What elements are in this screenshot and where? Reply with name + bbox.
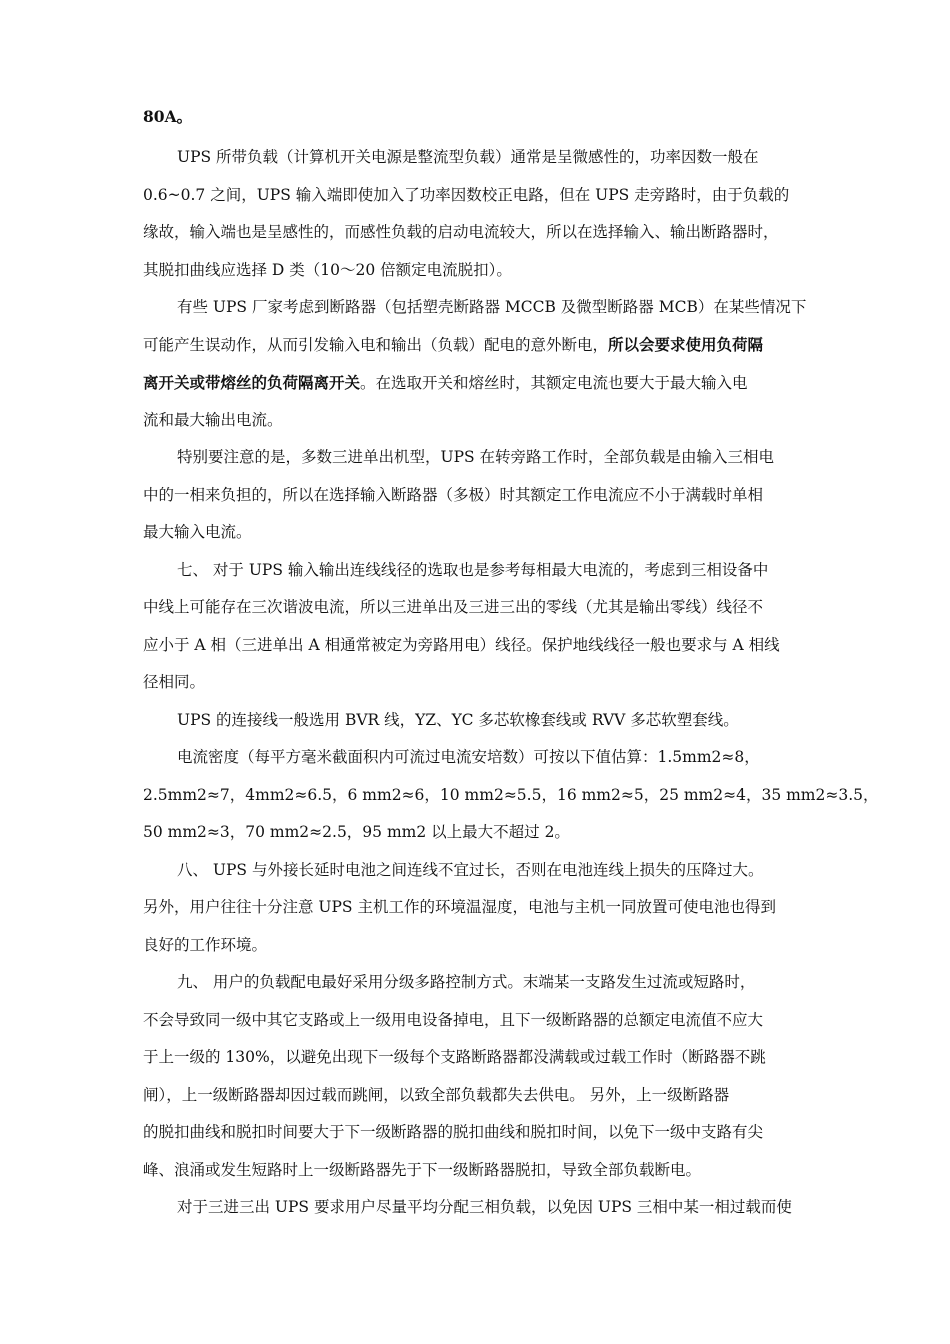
paragraph-line: [143, 373, 748, 393]
section-heading-line: 八、 UPS 与外接长延时电池之间连线不宜过长，否则在电池连线上损失的压降过大。: [177, 861, 764, 879]
paragraph-line: 另外，用户往往十分注意 UPS 主机工作的环境温湿度，电池与主机一同放置可使电池也得到: [143, 898, 776, 916]
paragraph-line: 50 mm2≈3，70 mm2≈2.5，95 mm2 以上最大不超过 2。: [143, 823, 570, 841]
paragraph-line: UPS 的连接线一般选用 BVR 线，YZ、YC 多芯软橡套线或 RVV 多芯软塑套线。: [177, 711, 739, 729]
paragraph-line: 径相同。: [143, 673, 206, 691]
bold-text-span: 所以会要求使用负荷隔: [608, 335, 764, 354]
paragraph-line: 最大输入电流。: [143, 523, 252, 541]
paragraph-line: 中线上可能存在三次谐波电流，所以三进单出及三进三出的零线（尤其是输出零线）线径不: [143, 598, 764, 616]
paragraph-line: 有些 UPS 厂家考虑到断路器（包括塑壳断路器 MCCB 及微型断路器 MCB）在某些情况下: [177, 298, 807, 316]
paragraph-line: 其脱扣曲线应选择 D 类（10～20 倍额定电流脱扣）。: [143, 261, 512, 279]
paragraph-line: 峰、浪涌或发生短路时上一级断路器先于下一级断路器脱扣，导致全部负载断电。: [143, 1161, 702, 1179]
paragraph-line: 特别要注意的是，多数三进单出机型，UPS 在转旁路工作时，全部负载是由输入三相电: [177, 448, 775, 466]
paragraph-line: 中的一相来负担的，所以在选择输入断路器（多极）时其额定工作电流应不小于满载时单相: [143, 486, 764, 504]
paragraph-line: 闸），上一级断路器却因过载而跳闸，以致全部负载都失去供电。 另外，上一级断路器: [143, 1086, 730, 1104]
paragraph-line: 不会导致同一级中其它支路或上一级用电设备掉电，且下一级断路器的总额定电流值不应大: [143, 1011, 764, 1029]
text-span: 可能产生误动作，从而引发输入电和输出（负载）配电的意外断电，: [143, 336, 609, 354]
paragraph-line: 缘故，输入端也是呈感性的，而感性负载的启动电流较大，所以在选择输入、输出断路器时，: [143, 223, 779, 241]
paragraph-line: UPS 所带负载（计算机开关电源是整流型负载）通常是呈微感性的，功率因数一般在: [177, 148, 759, 166]
paragraph-line: 电流密度（每平方毫米截面积内可流过电流安培数）可按以下值估算：1.5mm2≈8，: [177, 748, 760, 766]
paragraph-line: 应小于 A 相（三进单出 A 相通常被定为旁路用电）线径。保护地线线径一般也要求与 A 相线: [143, 636, 780, 654]
section-heading-line: 七、 对于 UPS 输入输出连线线径的选取也是参考每相最大电流的，考虑到三相设备中: [177, 561, 769, 579]
bold-text-span: 离开关或带熔丝的负荷隔离开关: [143, 373, 361, 392]
paragraph-line: 于上一级的 130%，以避免出现下一级每个支路断路器都没满载或过载工作时（断路器不跳: [143, 1048, 766, 1066]
paragraph-line: [143, 335, 763, 355]
paragraph-line: 良好的工作环境。: [143, 936, 268, 954]
text-line: 80A。: [143, 107, 193, 126]
paragraph-line: 对于三进三出 UPS 要求用户尽量平均分配三相负载，以免因 UPS 三相中某一相过载而使: [177, 1198, 792, 1216]
paragraph-line: 的脱扣曲线和脱扣时间要大于下一级断路器的脱扣曲线和脱扣时间，以免下一级中支路有尖: [143, 1123, 764, 1141]
paragraph-line: 流和最大输出电流。: [143, 411, 283, 429]
paragraph-line: 2.5mm2≈7，4mm2≈6.5，6 mm2≈6，10 mm2≈5.5，16 mm2≈5，25 mm2≈4，35 mm2≈3.5，: [143, 786, 879, 804]
section-heading-line: 九、 用户的负载配电最好采用分级多路控制方式。末端某一支路发生过流或短路时，: [177, 973, 756, 991]
paragraph-line: 0.6~0.7 之间，UPS 输入端即使加入了功率因数校正电路，但在 UPS 走旁路时，由于负载的: [143, 186, 790, 204]
text-span: 。在选取开关和熔丝时，其额定电流也要大于最大输入电: [360, 374, 748, 392]
